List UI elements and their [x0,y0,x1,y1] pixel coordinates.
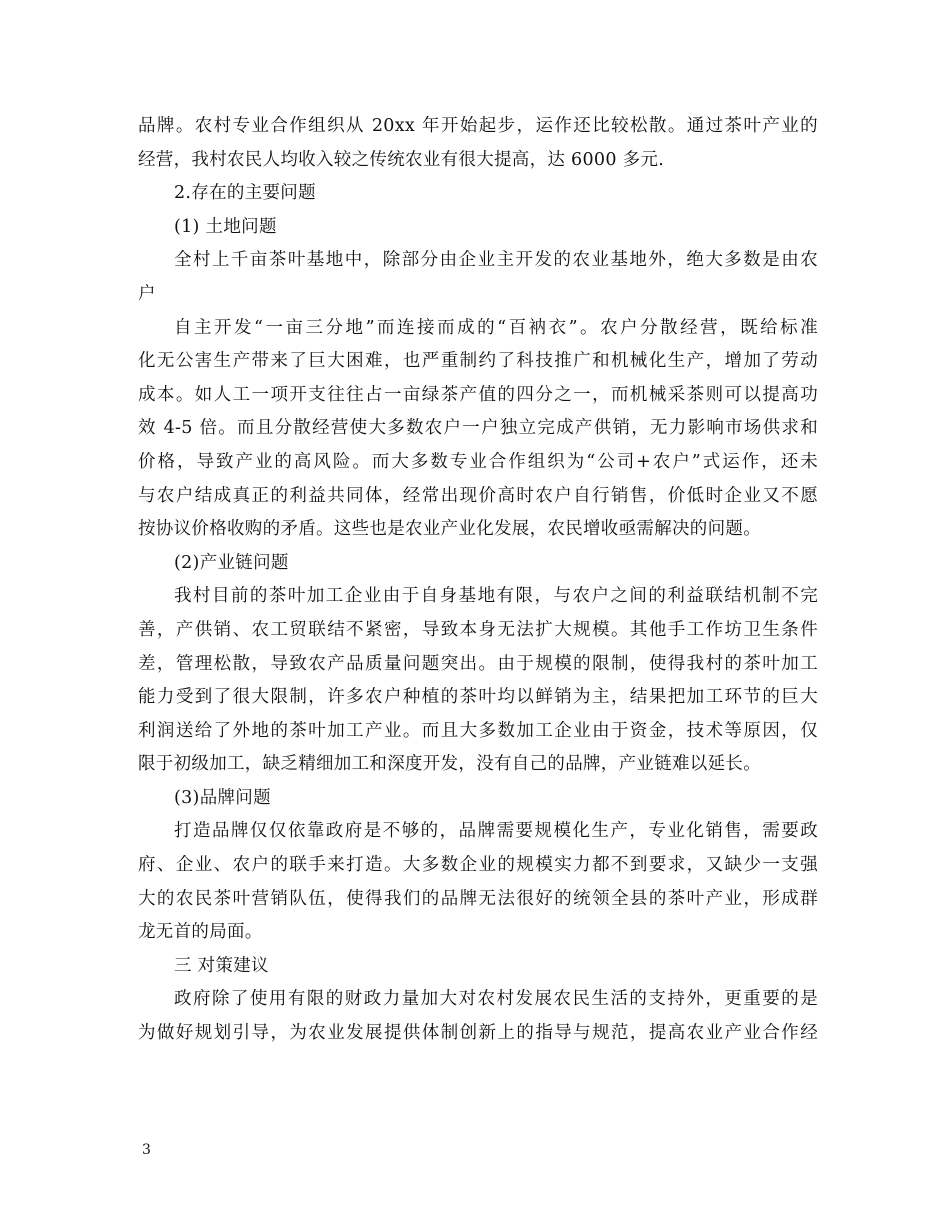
text-line: 成本。如人工一项开支往往占一亩绿茶产值的四分之一，而机械采茶则可以提高功 [138,384,818,405]
text-line: 按协议价格收购的矛盾。这些也是农业产业化发展，农民增收亟需解决的问题。 [138,519,761,540]
text-line: 全村上千亩茶叶基地中，除部分由企业主开发的农业基地外，绝大多数是由农 [174,250,818,271]
text-line: (2)产业链问题 [174,552,289,573]
text-line: 三 对策建议 [174,955,269,976]
text-line: 我村目前的茶叶加工企业由于自身基地有限，与农户之间的利益联结机制不完 [174,586,818,607]
text-line: 利润送给了外地的茶叶加工产业。而且大多数加工企业由于资金，技术等原因，仅 [138,720,818,741]
text-line: 效 4-5 倍。而且分散经营使大多数农户一户独立完成产供销，无力影响市场供求和 [138,418,818,439]
text-line: 大的农民茶叶营销队伍，使得我们的品牌无法很好的统领全县的茶叶产业，形成群 [138,888,818,909]
text-line: 化无公害生产带来了巨大困难，也严重制约了科技推广和机械化生产，增加了劳动 [138,351,818,372]
text-line: 能力受到了很大限制，许多农户种植的茶叶均以鲜销为主，结果把加工环节的巨大 [138,687,818,708]
text-line: 2.存在的主要问题 [174,183,316,204]
text-line: 自主开发“一亩三分地”而连接而成的“百衲衣”。农户分散经营，既给标准 [174,317,818,338]
text-line: (1) 土地问题 [174,216,277,237]
text-line: 品牌。农村专业合作组织从 20xx 年开始起步，运作还比较松散。通过茶叶产业的 [138,116,818,136]
text-line: 经营，我村农民人均收入较之传统农业有很大提高，达 6000 多元. [138,149,665,170]
text-line: 限于初级加工，缺乏精细加工和深度开发，没有自己的品牌，产业链难以延长。 [138,754,761,775]
text-line: 善，产供销、农工贸联结不紧密，导致本身无法扩大规模。其他手工作坊卫生条件 [138,619,818,640]
text-line: 与农户结成真正的利益共同体，经常出现价高时农户自行销售，价低时企业又不愿 [138,485,818,506]
text-line: 价格，导致产业的高风险。而大多数专业合作组织为“公司+农户”式运作，还未 [138,451,818,472]
text-line: 户 [138,283,156,304]
text-line: 差，管理松散，导致农产品质量问题突出。由于规模的限制，使得我村的茶叶加工 [138,653,818,674]
text-line: 为做好规划引导，为农业发展提供体制创新上的指导与规范，提高农业产业合作经 [138,1023,818,1044]
text-line: 龙无首的局面。 [138,922,263,943]
text-line: 打造品牌仅仅依靠政府是不够的，品牌需要规模化生产，专业化销售，需要政 [174,821,818,842]
body-text [138,110,818,1051]
text-line: 政府除了使用有限的财政力量加大对农村发展农民生活的支持外，更重要的是 [174,989,818,1010]
text-line: (3)品牌问题 [174,787,271,808]
text-line: 府、企业、农户的联手来打造。大多数企业的规模实力都不到要求，又缺少一支强 [138,855,818,876]
page-number: 3 [142,1142,151,1158]
